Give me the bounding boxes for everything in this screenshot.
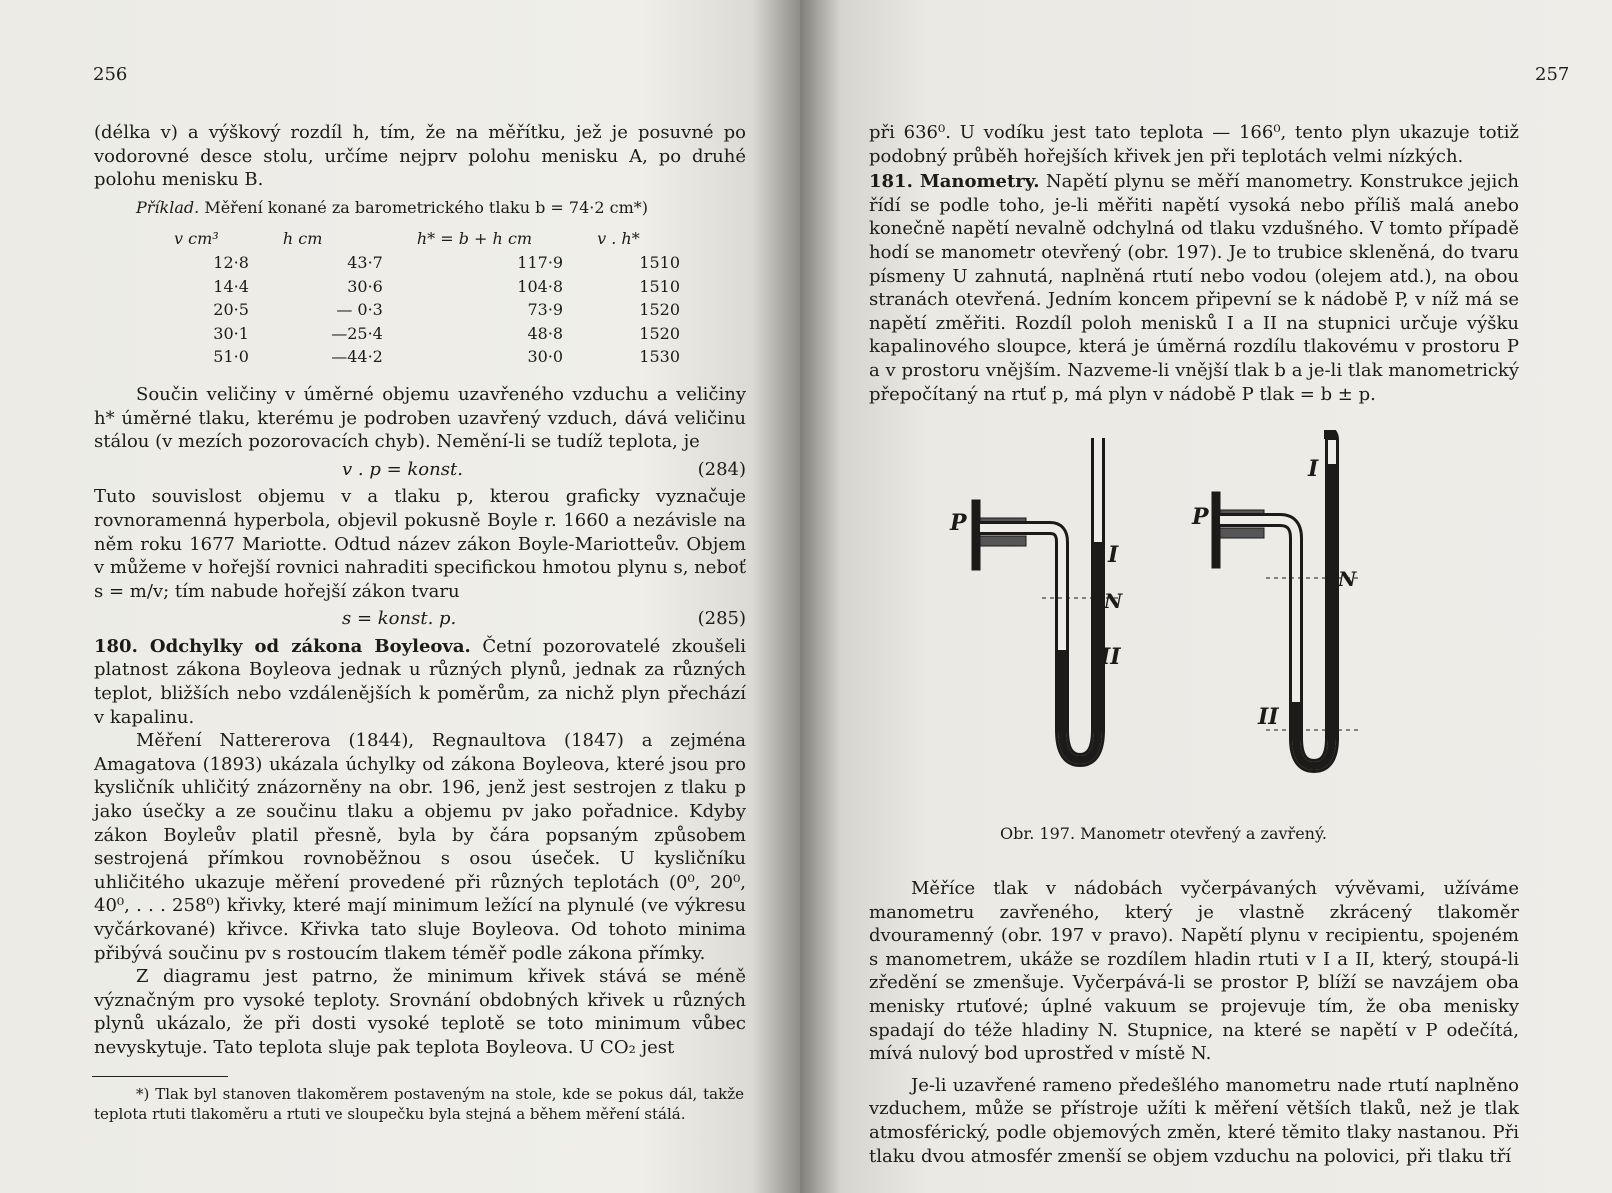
vessel-wall: [972, 500, 980, 570]
table-cell: — 0·3: [336, 300, 383, 320]
flange-bottom: [1220, 528, 1264, 538]
label-n-closed: N: [1338, 567, 1357, 591]
table-header: h* = b + h cm: [416, 229, 533, 249]
equation-number: (285): [697, 608, 746, 630]
section-181-text: Napětí plynu se měří manometry. Konstrukce jejich řídí se podle toho, je-li měřiti napětí vysoká nebo příliš malá anebo konečně napětí nevalně odchylná od tlaku vzdušného. V tomto případě hodí se manometr otevřený (obr. 197). Je to trubice skleněná, do tvaru písmeny U zahnutá, naplněná rtutí nebo vodou (olejem atd.), na obou stranách otevřená. Jedním koncem připevní se k nádobě P, v níž má se napětí změřiti. Rozdíl poloh menisků I a II na stupnici určuje výšku kapalinového sloupce, která je úměrná rozdílu tlakovému v prostoru P a v prostoru vnějším. Nazveme-li vnější tlak b a je-li tlak manometrický přepočítaný na rtuť p, má plyn v nádobě P tlak = b ± p.: [869, 171, 1519, 405]
table-cell: 12·8: [213, 252, 249, 272]
product-paragraph: Součin veličiny v úměrné objemu uzavřeného vzduchu a veličiny h* úměrné tlaku, kterému je podroben uzavřený vzduch, dává veličinu stálou (v mezích pozorovacích chyb). Nemění-li se tudíž teplota, je: [94, 383, 746, 453]
closed-manometer-paragraph: Měříce tlak v nádobách vyčerpávaných vývěvami, užíváme manometru zavřeného, který je vlastně zkrácený tlakoměr dvouramenný (obr. 197 v pravo). Napětí plynu v recipientu, spojeném s manometrem, ukáže se rozdílem hladin rtuti v I a II, který, stoupá-li zředění se zmenšuje. Vyčerpává-li se prostor P, blíží se navzájem oba menisky rtuťové; úplné vakuum se projevuje tím, že oba menisky spadají do téže hladiny N. Stupnice, na které se napětí v P odečítá, mívá nulový bod uprostřed v místě N.: [869, 878, 1519, 1065]
intro-paragraph: (délka v) a výškový rozdíl h, tím, že na měřítku, jež je posuvné po vodorovné desce stolu, určíme nejprv polohu menisku A, po druhé polohu menisku B.: [94, 122, 746, 191]
equation-formula: s = konst. p.: [342, 608, 457, 630]
equation-formula: v . p = konst.: [342, 458, 463, 480]
table-cell: 43·7: [347, 252, 383, 272]
table-cell: 14·4: [213, 276, 249, 296]
table-row: [174, 345, 714, 369]
footnote: *) Tlak byl stanoven tlakoměrem postaveným na stole, kde se pokus dál, takže teplota rtuti tlakoměru a rtuti ve sloupečku byla stejná a během měření stálá.: [94, 1085, 744, 1123]
table-cell: 1510: [639, 252, 680, 272]
table-cell: 30·1: [213, 323, 249, 343]
continuation-paragraph: při 636⁰. U vodíku jest tato teplota — 166⁰, tento plyn ukazuje totiž podobný průběh hořejších křivek jen při teplotách velmi nízkých.: [869, 122, 1519, 167]
air-filled-paragraph: Je-li uzavřené rameno předešlého manometru nade rtutí naplněno vzduchem, může se přístroje užíti k měření větších tlaků, než je tlak atmosférický, podle objemových změn, které těmito tlaky nastanou. Při tlaku dvou atmosfér zmenší se objem vzduchu na polovici, při tlaku tří: [869, 1074, 1519, 1167]
table-cell: 117·9: [517, 252, 564, 272]
table-header-row: [174, 227, 714, 251]
table-cell: 30·0: [527, 347, 564, 367]
left-page-body: [94, 121, 746, 1060]
right-page-body: [869, 121, 1519, 406]
table-cell: 1520: [639, 323, 680, 343]
label-i-closed: I: [1308, 456, 1319, 482]
table-cell: 1520: [639, 300, 680, 320]
footnote-rule: [92, 1076, 228, 1077]
manometer-figure: [930, 430, 1450, 810]
closed-manometer: [1212, 432, 1360, 766]
diagram-paragraph: Z diagramu jest patrno, že minimum křivek stává se méně význačným pro vysoké teploty. Srovnání obdobných křivek u různých plynů ukázalo, že při dosti vysoké teplotě se toto minimum vůbec nevyskytuje. Tato teplota sluje pak teplota Boyleova. U CO₂ jest: [94, 966, 746, 1058]
table-header: v . h*: [597, 229, 640, 249]
left-page: [0, 0, 800, 1193]
table-cell: 48·8: [527, 323, 564, 343]
equation-number: (284): [697, 458, 746, 480]
table-row: [174, 275, 714, 299]
example-line: [94, 196, 746, 220]
right-page-body-lower: [869, 877, 1519, 1168]
section-180-text: Četní pozorovatelé zkoušeli platnost zákona Boyleova jednak u různých plynů, jednak za různých teplot, bližších nebo vzdálenějších k poměrům, za nichž plyn přechází v kapalinu.: [94, 635, 746, 728]
table-cell: 30·6: [347, 276, 383, 296]
boyle-paragraph: Tuto souvislost objemu v a tlaku p, kterou graficky vyznačuje rovnoramenná hyperbola, objevil pokusně Boyle r. 1660 a nezávisle na něm roku 1677 Mariotte. Odtud název zákon Boyle-Mariotteův. Objem v můžeme v hořejší rovnici nahraditi specifickou hmotou plynu s, neboť s = m/v; tím nabude hořejší zákon tvaru: [94, 486, 746, 602]
table-cell: —44·2: [331, 347, 383, 367]
label-p-open: P: [950, 510, 967, 536]
table-cell: 104·8: [517, 276, 564, 296]
table-header: v cm³: [174, 229, 219, 249]
table-cell: —25·4: [331, 323, 383, 343]
label-p-closed: P: [1192, 504, 1209, 530]
page-number-left: 256: [93, 64, 128, 85]
equation-284: [94, 458, 746, 482]
example-label: Příklad.: [136, 197, 200, 217]
label-i-open: I: [1108, 542, 1119, 568]
label-ii-open: II: [1100, 644, 1121, 670]
section-180-title: 180. Odchylky od zákona Boyleova.: [94, 635, 471, 657]
measurement-table: [174, 227, 714, 369]
table-header: h cm: [282, 229, 323, 249]
equation-285: [94, 607, 746, 631]
measurements-paragraph: Měření Nattererova (1844), Regnaultova (1847) a zejména Amagatova (1893) ukázala úchylky od zákona Boyleova, které jsou pro kysličník uhličitý znázorněny na obr. 196, jenž jest sestrojen z tlaku p jako úsečky a ze součinu tlaku a objemu pv jako pořadnice. Kdyby zákon Boyleův platil přesně, byla by čára popsaným způsobem sestrojená přímkou rovnoběžnou s osou úseček. U kysličníku uhličitého ukazuje měření provedené při různých teplotách (0⁰, 20⁰, 40⁰, . . . 258⁰) křivky, které mají minimum ležící na plynulé (ve výkresu vyčárkované) křivce. Křivka tato sluje Boyleova. Od tohoto minima přibývá součinu pv s rostoucím tlakem téměř podle zákona přímky.: [94, 730, 746, 964]
table-cell: 20·5: [213, 300, 249, 320]
vessel-wall: [1212, 492, 1220, 568]
table-cell: 51·0: [213, 347, 249, 367]
example-text: Měření konané za barometrického tlaku b = 74·2 cm*): [204, 197, 648, 217]
table-cell: 1530: [639, 347, 680, 367]
flange-bottom: [980, 536, 1026, 546]
label-ii-closed: II: [1258, 704, 1279, 730]
label-n-open: N: [1104, 589, 1123, 613]
page-number-right: 257: [1535, 64, 1570, 85]
table-row: [174, 251, 714, 275]
table-cell: 1510: [639, 276, 680, 296]
table-row: [174, 298, 714, 322]
u-tube-glass: [980, 438, 1098, 760]
table-row: [174, 322, 714, 346]
section-181-title: 181. Manometry.: [869, 171, 1040, 193]
figure-caption: Obr. 197. Manometr otevřený a zavřený.: [1000, 824, 1327, 843]
u-tube-outline: [980, 438, 1098, 760]
table-cell: 73·9: [527, 300, 564, 320]
open-manometer: [972, 438, 1118, 760]
